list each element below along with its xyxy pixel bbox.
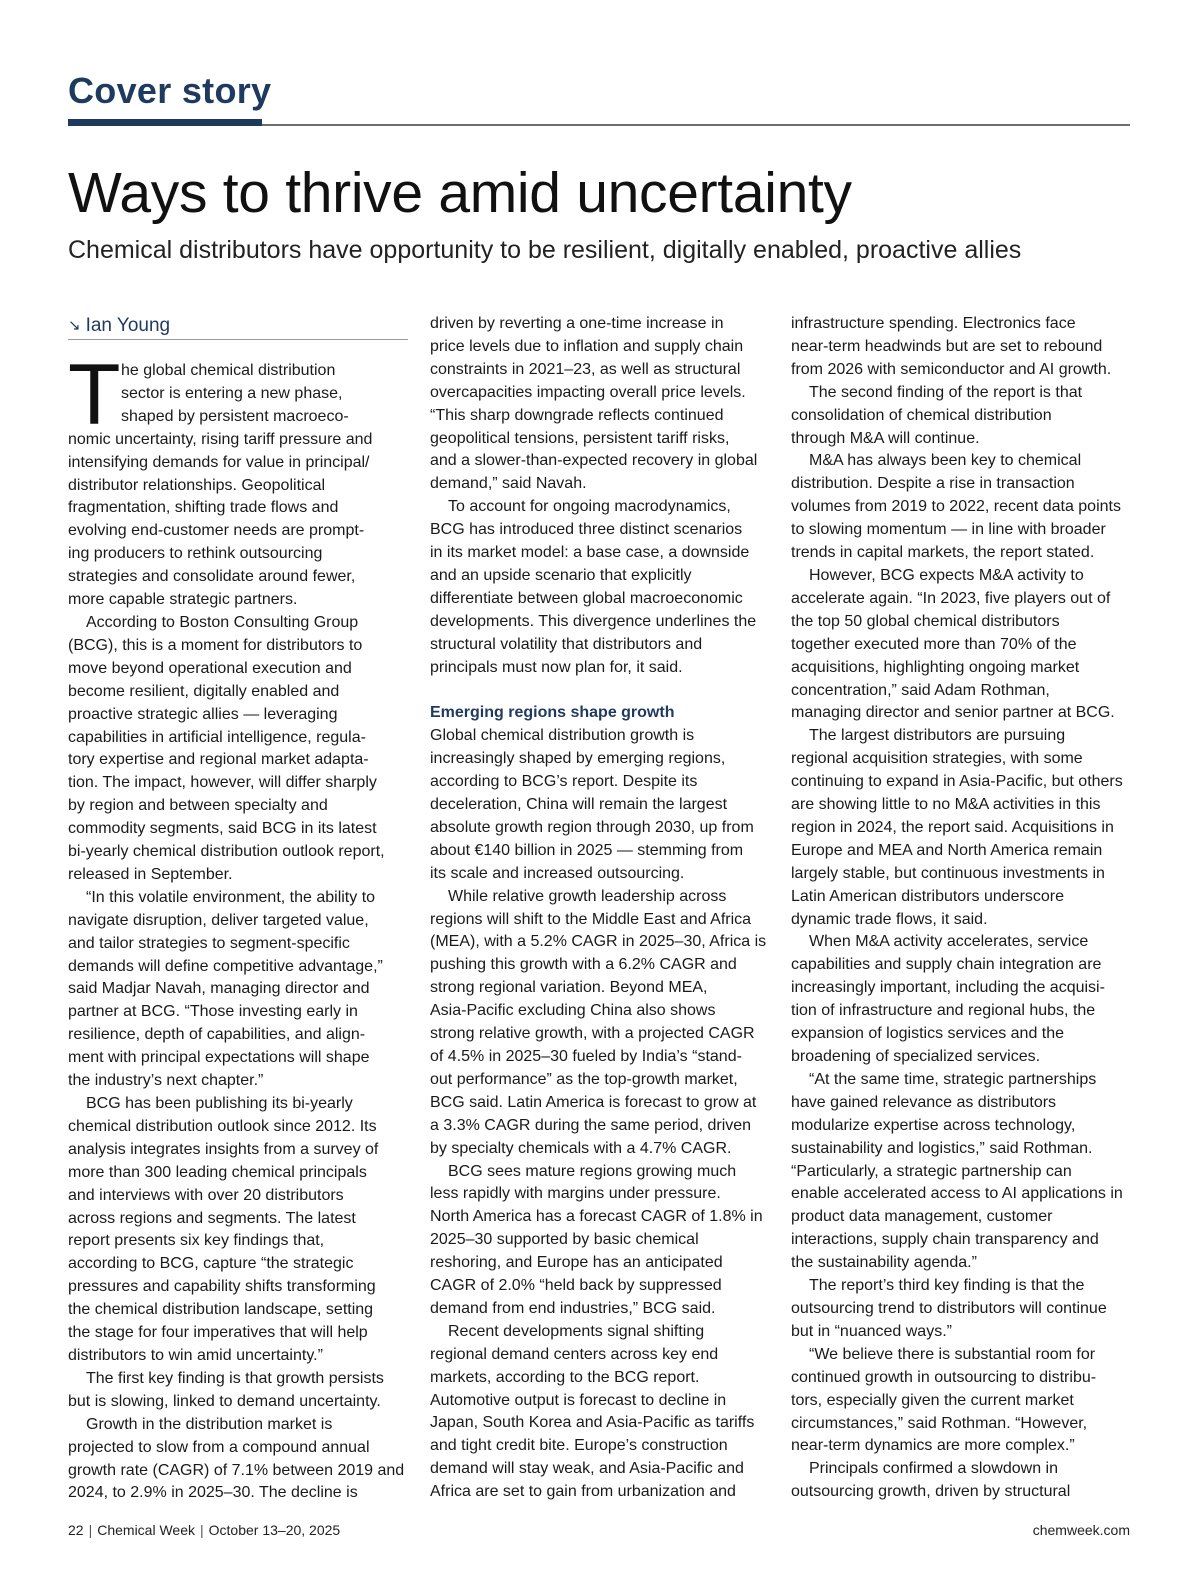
text-line: geopolitical tensions, persistent tariff risks, — [430, 429, 730, 447]
text-line: near-term headwinds but are set to rebound — [791, 337, 1103, 355]
text-line: and tailor strategies to segment-specific — [68, 934, 350, 952]
text-line: markets, according to the BCG report. — [430, 1368, 700, 1386]
text-line: said Madjar Navah, managing director and — [68, 980, 370, 998]
text-line: and interviews with over 20 distributors — [68, 1186, 344, 1204]
text-line: evolving end-customer needs are prompt- — [68, 522, 365, 540]
text-line: (MEA), with a 5.2% CAGR in 2025–30, Africa is — [430, 933, 767, 951]
text-line: according to BCG, capture “the strategic — [68, 1255, 354, 1273]
text-line: Principals confirmed a slowdown in — [809, 1460, 1058, 1478]
text-line: interactions, supply chain transparency and — [791, 1231, 1099, 1249]
text-line: reshoring, and Europe has an anticipated — [430, 1254, 723, 1272]
text-line: BCG has been publishing its bi-yearly — [86, 1095, 353, 1112]
text-line: To account for ongoing macrodynamics, — [448, 498, 731, 516]
text-line: BCG has introduced three distinct scenarios — [430, 521, 743, 539]
text-line: absolute growth region through 2030, up from — [430, 818, 754, 836]
text-line: bi-yearly chemical distribution outlook report, — [68, 843, 385, 861]
text-line: analysis integrates insights from a survey of — [68, 1140, 379, 1158]
text-line: ing producers to rethink outsourcing — [68, 545, 323, 563]
issue-date: October 13–20, 2025 — [208, 1522, 341, 1538]
text-line: modularize expertise across technology, — [791, 1116, 1076, 1134]
text-line: but in “nuanced ways.” — [791, 1322, 952, 1340]
text-line: fragmentation, shifting trade flows and — [68, 499, 339, 517]
text-line: become resilient, digitally enabled and — [68, 682, 340, 700]
author-name[interactable]: Ian Young — [85, 314, 171, 336]
text-line: deceleration, China will remain the largest — [430, 796, 728, 814]
text-line: near-term dynamics are more complex.” — [791, 1437, 1075, 1455]
text-line: through M&A will continue. — [791, 429, 980, 447]
text-line: managing director and senior partner at BCG. — [791, 704, 1115, 722]
text-line: “In this volatile environment, the ability to — [86, 888, 376, 906]
text-line: across regions and segments. The latest — [68, 1209, 356, 1227]
text-line: growth rate (CAGR) of 7.1% between 2019 and — [68, 1461, 405, 1479]
text-line: expansion of logistics services and the — [791, 1025, 1065, 1043]
text-line: nomic uncertainty, rising tariff pressure and — [68, 430, 373, 448]
text-line: strategies and consolidate around fewer, — [68, 568, 356, 586]
text-line: increasingly important, including the acquisi- — [791, 979, 1105, 997]
text-line: The second finding of the report is that — [809, 383, 1083, 401]
article-column-1 — [68, 313, 408, 1505]
text-line: tory expertise and regional market adapta- — [68, 751, 369, 769]
text-line: volumes from 2019 to 2022, recent data points — [791, 498, 1121, 516]
text-line: However, BCG expects M&A activity to — [809, 566, 1084, 584]
text-line: Africa are set to gain from urbanization and — [430, 1483, 736, 1501]
text-line: strong regional variation. Beyond MEA, — [430, 979, 708, 997]
text-line: sustainability and logistics,” said Rothman. — [791, 1139, 1093, 1157]
article-column-2 — [430, 313, 770, 1504]
text-line: Recent developments signal shifting — [448, 1322, 705, 1340]
site-link[interactable]: chemweek.com — [1032, 1522, 1130, 1538]
text-line: Growth in the distribution market is — [86, 1415, 333, 1433]
publication-name: Chemical Week — [97, 1522, 195, 1538]
text-line: he global chemical distribution — [121, 362, 336, 379]
text-line: more capable strategic partners. — [68, 591, 298, 609]
text-line: When M&A activity accelerates, service — [809, 933, 1089, 951]
text-line: by region and between specialty and — [68, 797, 328, 815]
text-line: overcapacities impacting overall price levels. — [430, 383, 746, 401]
text-line: increasingly shaped by emerging regions, — [430, 750, 726, 768]
text-line: the sustainability agenda.” — [791, 1254, 977, 1272]
text-line: distributor relationships. Geopolitical — [68, 476, 326, 494]
text-line: out performance” as the top-growth market, — [430, 1070, 738, 1088]
text-line: a 3.3% CAGR during the same period, driven — [430, 1116, 752, 1134]
text-line: accelerate again. “In 2023, five players out of — [791, 589, 1111, 607]
text-line: CAGR of 2.0% “held back by suppressed — [430, 1277, 722, 1295]
text-line: intensifying demands for value in principal/ — [68, 453, 370, 471]
subheading: Emerging regions shape growth — [430, 704, 675, 722]
text-line: According to Boston Consulting Group — [86, 613, 359, 631]
text-line: structural volatility that distributors and — [430, 635, 703, 653]
text-line: dynamic trade flows, it said. — [791, 910, 988, 928]
text-line: more than 300 leading chemical principals — [68, 1163, 367, 1181]
article-column-3 — [791, 313, 1131, 1504]
text-line: M&A has always been key to chemical — [809, 452, 1082, 470]
text-line: but is slowing, linked to demand uncertainty. — [68, 1392, 381, 1410]
text-line: regional acquisition strategies, with some — [791, 750, 1083, 768]
text-line: together executed more than 70% of the — [791, 635, 1077, 653]
text-line: pressures and capability shifts transforming — [68, 1278, 376, 1296]
text-line: and tight credit bite. Europe’s construction — [430, 1437, 728, 1455]
text-line: demand,” said Navah. — [430, 475, 587, 493]
text-line: concentration,” said Adam Rothman, — [791, 681, 1050, 699]
text-line: the chemical distribution landscape, setting — [68, 1301, 374, 1319]
text-line: continuing to expand in Asia-Pacific, but others — [791, 773, 1123, 791]
byline[interactable] — [68, 313, 408, 340]
text-line: consolidation of chemical distribution — [791, 406, 1052, 424]
text-line: Japan, South Korea and Asia-Pacific as tariffs — [430, 1414, 755, 1432]
text-line: acquisitions, highlighting ongoing market — [791, 658, 1080, 676]
text-line: tion. The impact, however, will differ sharply — [68, 774, 377, 792]
text-line: and a slower-than-expected recovery in global — [430, 452, 758, 470]
text-line: Asia-Pacific excluding China also shows — [430, 1002, 716, 1020]
text-line: projected to slow from a compound annual — [68, 1438, 370, 1456]
text-line: “At the same time, strategic partnerships — [809, 1070, 1097, 1088]
text-line: are showing little to no M&A activities in this — [791, 796, 1101, 814]
dek-subtitle: Chemical distributors have opportunity to be resilient, digitally enabled, proactive allies — [68, 236, 1022, 264]
section-accent-bar — [68, 119, 262, 126]
text-line: tion of infrastructure and regional hubs, the — [791, 1002, 1096, 1020]
text-line: pushing this growth with a 6.2% CAGR and — [430, 956, 737, 974]
text-line: “Particularly, a strategic partnership can — [791, 1162, 1072, 1180]
text-line: (BCG), this is a moment for distributors to — [68, 636, 363, 654]
text-line: infrastructure spending. Electronics face — [791, 315, 1076, 332]
text-line: proactive strategic allies — leveraging — [68, 705, 338, 723]
text-line: While relative growth leadership across — [448, 887, 727, 905]
text-line: North America has a forecast CAGR of 1.8% in — [430, 1208, 763, 1226]
text-line: outsourcing growth, driven by structural — [791, 1483, 1071, 1501]
section-label: Cover story — [68, 70, 272, 111]
text-line: tors, especially given the current market — [791, 1391, 1074, 1409]
text-line: continued growth in outsourcing to distribu- — [791, 1368, 1097, 1386]
text-line: Europe and MEA and North America remain — [791, 841, 1103, 859]
text-line: strong relative growth, with a projected CAGR — [430, 1025, 755, 1043]
text-line: 2025–30 supported by basic chemical — [430, 1231, 699, 1249]
text-line: by specialty chemicals with a 4.7% CAGR. — [430, 1139, 732, 1157]
text-line: constraints in 2021–23, as well as structural — [430, 360, 741, 378]
text-line: and an upside scenario that explicitly — [430, 566, 692, 584]
drop-cap: T — [68, 347, 121, 443]
text-line: enable accelerated access to AI applications in — [791, 1185, 1123, 1203]
text-line: the top 50 global chemical distributors — [791, 612, 1060, 630]
text-line: region in 2024, the report said. Acquisitions in — [791, 818, 1114, 836]
text-line: product data management, customer — [791, 1208, 1053, 1226]
text-line: BCG said. Latin America is forecast to grow at — [430, 1093, 757, 1111]
text-line: ment with principal expectations will shape — [68, 1049, 370, 1067]
text-line: regions will shift to the Middle East and Africa — [430, 910, 752, 928]
text-line: shaped by persistent macroeco- — [121, 407, 349, 425]
text-line: largely stable, but continuous investments in — [791, 864, 1105, 882]
headline: Ways to thrive amid uncertainty — [68, 161, 852, 225]
page-footer: 22 | Chemical Week | October 13–20, 2025 — [68, 1522, 341, 1538]
text-line: outsourcing trend to distributors will continue — [791, 1299, 1107, 1317]
text-line: The report’s third key finding is that the — [809, 1277, 1085, 1295]
text-line: driven by reverting a one-time increase in — [430, 315, 724, 332]
text-line: in its market model: a base case, a downside — [430, 544, 750, 562]
text-line: report presents six key findings that, — [68, 1232, 325, 1250]
text-line: demand from end industries,” BCG said. — [430, 1299, 716, 1317]
text-line: “This sharp downgrade reflects continued — [430, 406, 724, 424]
text-line: move beyond operational execution and — [68, 659, 352, 677]
text-line: less rapidly with margins under pressure. — [430, 1185, 721, 1203]
text-line: partner at BCG. “Those investing early in — [68, 1003, 358, 1021]
text-line: of 4.5% in 2025–30 fueled by India’s “stand- — [430, 1047, 742, 1065]
text-line: about €140 billion in 2025 — stemming from — [430, 841, 744, 859]
text-line: navigate disruption, deliver targeted value, — [68, 911, 369, 929]
text-line: The largest distributors are pursuing — [809, 727, 1066, 745]
text-line: 2024, to 2.9% in 2025–30. The decline is — [68, 1484, 358, 1502]
text-line: capabilities and supply chain integration are — [791, 956, 1102, 974]
text-line: principals must now plan for, it said. — [430, 658, 683, 676]
text-line: regional demand centers across key end — [430, 1345, 719, 1363]
text-line: the industry’s next chapter.” — [68, 1072, 264, 1090]
paragraph-gap — [430, 680, 770, 703]
page-number: 22 — [68, 1522, 84, 1538]
text-line: Global chemical distribution growth is — [430, 727, 695, 745]
arrow-down-right-icon: ↘ — [68, 316, 81, 334]
text-line: BCG sees mature regions growing much — [448, 1162, 737, 1180]
text-line: released in September. — [68, 865, 233, 883]
text-line: distributors to win amid uncertainty.” — [68, 1346, 323, 1364]
text-line: Automotive output is forecast to decline in — [430, 1391, 727, 1409]
text-line: from 2026 with semiconductor and AI growth. — [791, 360, 1112, 378]
text-line: The first key finding is that growth persists — [86, 1369, 384, 1387]
text-line: sector is entering a new phase, — [121, 384, 343, 402]
text-line: demand will stay weak, and Asia-Pacific and — [430, 1460, 744, 1478]
text-line: differentiate between global macroeconomic — [430, 589, 743, 607]
text-line: trends in capital markets, the report stated. — [791, 544, 1095, 562]
text-line: commodity segments, said BCG in its latest — [68, 820, 377, 838]
text-line: circumstances,” said Rothman. “However, — [791, 1414, 1088, 1432]
text-line: the stage for four imperatives that will help — [68, 1324, 368, 1342]
text-line: distribution. Despite a rise in transaction — [791, 475, 1075, 493]
lead-paragraph — [68, 347, 408, 1505]
text-line: capabilities in artificial intelligence, regula- — [68, 728, 366, 746]
text-line: broadening of specialized services. — [791, 1048, 1041, 1065]
text-line: its scale and increased outsourcing. — [430, 864, 685, 882]
text-line: developments. This divergence underlines the — [430, 612, 757, 630]
text-line: price levels due to inflation and supply chain — [430, 337, 744, 355]
text-line: to slowing momentum — in line with broader — [791, 521, 1106, 539]
text-line: chemical distribution outlook since 2012. Its — [68, 1117, 377, 1135]
text-line: “We believe there is substantial room for — [809, 1345, 1096, 1363]
text-line: according to BCG’s report. Despite its — [430, 773, 698, 791]
text-line: resilience, depth of capabilities, and align- — [68, 1026, 366, 1044]
text-line: Latin American distributors underscore — [791, 887, 1065, 905]
text-line: have gained relevance as distributors — [791, 1093, 1057, 1111]
text-line: demands will define competitive advantage,” — [68, 957, 383, 975]
